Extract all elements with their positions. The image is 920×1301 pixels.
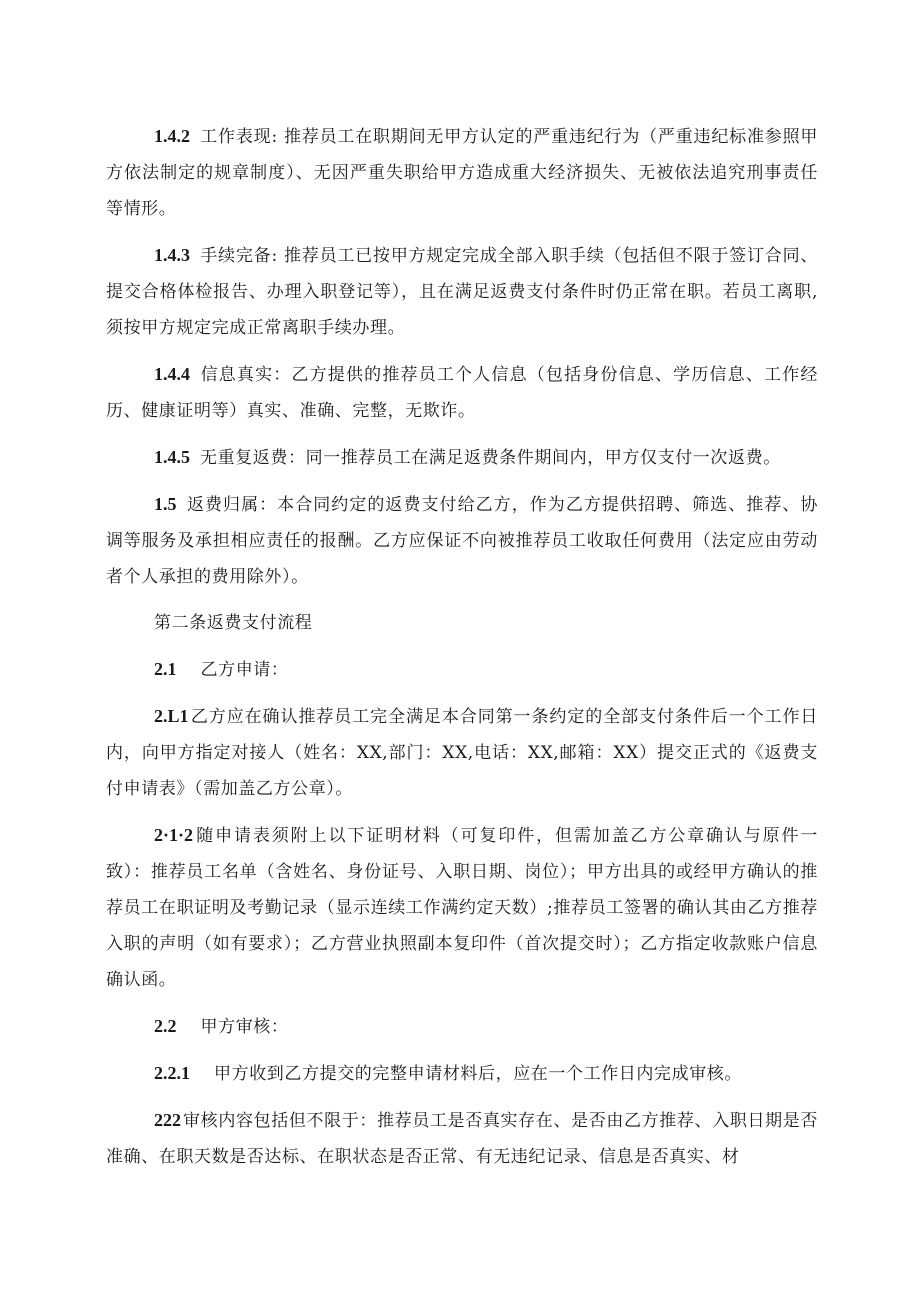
clause-1-4-3 [106, 237, 818, 346]
article-title: 第二条返费支付流程 [154, 613, 313, 633]
clause-1-4-4 [106, 356, 818, 429]
clause-text: 工作表现: 推荐员工在职期间无甲方认定的严重违纪行为（严重违纪标准参照甲方依法制定的规章制度）、无因严重失职给甲方造成重大经济损失、无被依法追究刑事责任等情形。 [106, 127, 818, 219]
clause-text: 返费归属：本合同约定的返费支付给乙方，作为乙方提供招聘、筛选、推荐、协调等服务及承担相应责任的报酬。乙方应保证不向被推荐员工收取任何费用（法定应由劳动者个人承担的费用除外）。 [106, 495, 818, 587]
clause-2-1-1 [106, 698, 818, 807]
clause-1-4-2 [106, 118, 818, 227]
clause-number: 1.4.4 [154, 364, 190, 384]
clause-1-4-5 [106, 439, 818, 476]
clause-number: 2·1·2 [154, 825, 194, 845]
clause-2-1 [106, 651, 818, 688]
article-2-heading [106, 605, 818, 641]
clause-text: 随申请表须附上以下证明材料（可复印件，但需加盖乙方公章确认与原件一致）：推荐员工名单（含姓名、身份证号、入职日期、岗位）；甲方出具的或经甲方确认的推荐员工在职证明及考勤记录（显示连续工作满约定天数）;推荐员工签署的确认其由乙方推荐入职的声明（如有要求）；乙方营业执照副本复印件（首次提交时）；乙方指定收款账户信息确认函。 [106, 826, 818, 990]
clause-2-2-2 [106, 1102, 818, 1175]
clause-number: 1.4.2 [154, 126, 190, 146]
clause-text: 无重复返费：同一推荐员工在满足返费条件期间内，甲方仅支付一次返费。 [200, 448, 781, 468]
clause-text: 乙方申请： [200, 660, 289, 680]
clause-text: 甲方审核： [200, 1017, 289, 1037]
clause-2-2-1 [106, 1055, 818, 1092]
clause-number: 2.L1 [154, 706, 189, 726]
clause-text: 信息真实：乙方提供的推荐员工个人信息（包括身份信息、学历信息、工作经历、健康证明等）真实、准确、完整，无欺诈。 [106, 365, 818, 421]
clause-1-5 [106, 486, 818, 595]
clause-2-2 [106, 1008, 818, 1045]
clause-number: 2.1 [154, 659, 177, 679]
document-body [106, 118, 818, 1185]
clause-text: 手续完备: 推荐员工已按甲方规定完成全部入职手续（包括但不限于签订合同、提交合格体检报告、办理入职登记等），且在满足返费支付条件时仍正常在职。若员工离职,须按甲方规定完成正常离职手续办理。 [106, 246, 818, 338]
clause-text: 甲方收到乙方提交的完整申请材料后，应在一个工作日内完成审核。 [214, 1064, 742, 1084]
clause-text: 乙方应在确认推荐员工完全满足本合同第一条约定的全部支付条件后一个工作日内，向甲方指定对接人（姓名：XX,部门：XX,电话：XX,邮箱：XX）提交正式的《返费支付申请表》（需加盖乙方公章）。 [106, 707, 818, 799]
clause-number: 1.4.3 [154, 245, 190, 265]
clause-number: 2.2.1 [154, 1063, 190, 1083]
clause-number: 1.4.5 [154, 447, 190, 467]
clause-number: 2.2 [154, 1016, 177, 1036]
clause-2-1-2 [106, 817, 818, 998]
clause-number: 1.5 [154, 494, 177, 514]
clause-number: 222 [154, 1110, 181, 1130]
clause-text: 审核内容包括但不限于：推荐员工是否真实存在、是否由乙方推荐、入职日期是否准确、在职天数是否达标、在职状态是否正常、有无违纪记录、信息是否真实、材 [106, 1111, 818, 1167]
